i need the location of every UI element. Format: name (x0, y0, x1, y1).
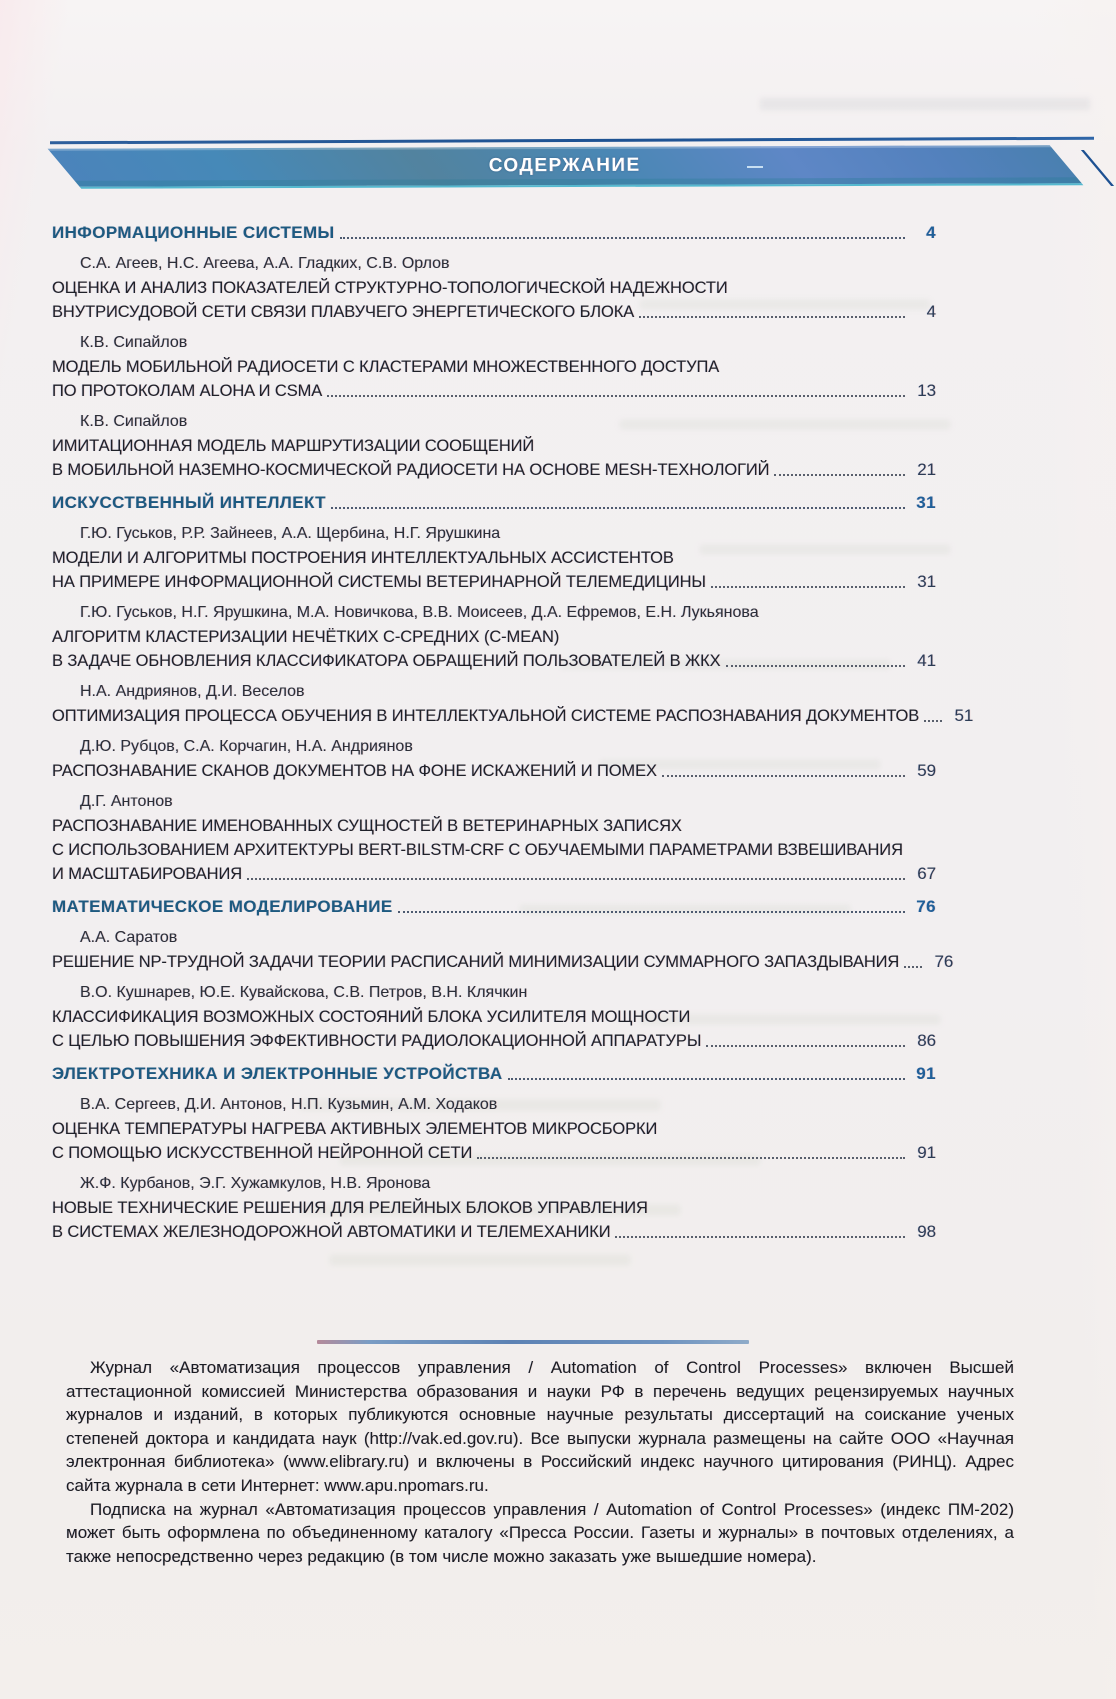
toc-article-title-last-line (52, 300, 936, 324)
toc-article-title-line: С ЦЕЛЬЮ ПОВЫШЕНИЯ ЭФФЕКТИВНОСТИ РАДИОЛОКАЦИОННОЙ АППАРАТУРЫ (52, 1032, 702, 1050)
toc-article-title-last-line (52, 950, 954, 974)
toc-article-title-line: МОДЕЛИ И АЛГОРИТМЫ ПОСТРОЕНИЯ ИНТЕЛЛЕКТУАЛЬНЫХ АССИСТЕНТОВ (52, 549, 674, 567)
toc-article-page: 76 (934, 952, 954, 971)
toc-section (52, 491, 974, 886)
toc-article-page: 67 (917, 864, 936, 883)
dotted-leader (477, 1157, 905, 1159)
table-of-contents (52, 212, 974, 1244)
scan-artifact (760, 98, 1090, 110)
toc-article-page: 21 (917, 460, 936, 479)
toc-article (52, 981, 936, 1053)
toc-section-page: 91 (916, 1064, 936, 1083)
toc-article-authors: В.О. Кушнарев, Ю.Е. Кувайскова, С.В. Петров, В.Н. Клячкин (80, 984, 528, 1001)
toc-article-page: 91 (917, 1143, 936, 1162)
toc-article-page: 86 (917, 1031, 936, 1050)
toc-article-title-line: В МОБИЛЬНОЙ НАЗЕМНО-КОСМИЧЕСКОЙ РАДИОСЕТИ НА ОСНОВЕ MESH-ТЕХНОЛОГИЙ (52, 461, 770, 479)
toc-article-page: 59 (917, 761, 936, 780)
toc-article-title-last-line (52, 1220, 936, 1244)
toc-article-title-line: ОЦЕНКА И АНАЛИЗ ПОКАЗАТЕЛЕЙ СТРУКТУРНО-ТОПОЛОГИЧЕСКОЙ НАДЕЖНОСТИ (52, 279, 728, 297)
toc-section-heading (52, 1062, 936, 1086)
toc-article-title-line: НОВЫЕ ТЕХНИЧЕСКИЕ РЕШЕНИЯ ДЛЯ РЕЛЕЙНЫХ БЛОКОВ УПРАВЛЕНИЯ (52, 1199, 648, 1217)
toc-article-authors: Н.А. Андриянов, Д.И. Веселов (80, 683, 305, 700)
journal-info-paragraph: Журнал «Автоматизация процессов управления / Automation of Control Processes» включен Высшей аттестационной комиссией Министерства образования и науки РФ в перечень ведущих рецензируемых научных журналов и изданий, в которых публикуются основные научные результаты диссертаций на соискание ученых степеней доктора и кандидата наук (http://vak.ed.gov.ru). Все выпуски журнала размещены на сайте ООО «Научная электронная библиотека» (www.elibrary.ru) и включены в Российский индекс научного цитирования (РИНЦ). Адрес сайта журнала в сети Интернет: www.apu.npomars.ru. (66, 1358, 1014, 1495)
toc-article-title-line: В ЗАДАЧЕ ОБНОВЛЕНИЯ КЛАССИФИКАТОРА ОБРАЩЕНИЙ ПОЛЬЗОВАТЕЛЕЙ В ЖКХ (52, 652, 721, 670)
dotted-leader (398, 911, 905, 913)
toc-section-title: ИСКУССТВЕННЫЙ ИНТЕЛЛЕКТ (52, 493, 326, 512)
dotted-leader (662, 775, 905, 777)
banner-dash-artifact (747, 166, 763, 168)
toc-section (52, 1062, 936, 1244)
footer-divider (317, 1340, 749, 1344)
toc-article-page: 4 (926, 302, 936, 321)
dotted-leader (726, 665, 905, 667)
toc-article-page: 51 (954, 706, 974, 725)
dotted-leader (774, 474, 905, 476)
toc-article-authors: Д.Г. Антонов (80, 793, 173, 810)
toc-section-heading (52, 491, 936, 515)
toc-article-authors: Г.Ю. Гуськов, Р.Р. Зайнеев, А.А. Щербина, Н.Г. Ярушкина (80, 525, 501, 542)
toc-article-title-line: ОПТИМИЗАЦИЯ ПРОЦЕССА ОБУЧЕНИЯ В ИНТЕЛЛЕКТУАЛЬНОЙ СИСТЕМЕ РАСПОЗНАВАНИЯ ДОКУМЕНТОВ (52, 707, 920, 725)
toc-article (52, 331, 936, 403)
toc-article (52, 1172, 936, 1244)
toc-article-page: 31 (917, 572, 936, 591)
toc-article-title-last-line (52, 649, 936, 673)
toc-article-title-line: КЛАССИФИКАЦИЯ ВОЗМОЖНЫХ СОСТОЯНИЙ БЛОКА УСИЛИТЕЛЯ МОЩНОСТИ (52, 1008, 691, 1026)
toc-section-title: ИНФОРМАЦИОННЫЕ СИСТЕМЫ (52, 223, 335, 242)
toc-article-authors: А.А. Саратов (80, 929, 178, 946)
dotted-leader (247, 878, 905, 880)
toc-article-authors: Ж.Ф. Курбанов, Э.Г. Хужамкулов, Н.В. Яронова (80, 1175, 431, 1192)
toc-section (52, 895, 954, 1053)
toc-section-heading (52, 221, 936, 245)
toc-article-title-line: АЛГОРИТМ КЛАСТЕРИЗАЦИИ НЕЧЁТКИХ С-СРЕДНИХ (C-MEAN) (52, 628, 560, 646)
dotted-leader (639, 316, 905, 318)
dotted-leader (508, 1078, 905, 1080)
toc-article (52, 735, 936, 783)
toc-article-title-line: ИМИТАЦИОННАЯ МОДЕЛЬ МАРШРУТИЗАЦИИ СООБЩЕНИЙ (52, 437, 535, 455)
toc-article-title-line: МОДЕЛЬ МОБИЛЬНОЙ РАДИОСЕТИ С КЛАСТЕРАМИ МНОЖЕСТВЕННОГО ДОСТУПА (52, 358, 720, 376)
toc-article (52, 926, 954, 974)
toc-article-authors: К.В. Сипайлов (80, 413, 188, 430)
dotted-leader (904, 966, 922, 968)
toc-section-page: 31 (916, 493, 936, 512)
dotted-leader (327, 395, 905, 397)
toc-article-authors: Г.Ю. Гуськов, Н.Г. Ярушкина, М.А. Новичкова, В.В. Моисеев, Д.А. Ефремов, Е.Н. Лукьянова (80, 604, 759, 621)
toc-section (52, 221, 936, 482)
toc-article (52, 601, 936, 673)
toc-article-title-last-line (52, 570, 936, 594)
toc-article-title-line: В СИСТЕМАХ ЖЕЛЕЗНОДОРОЖНОЙ АВТОМАТИКИ И ТЕЛЕМЕХАНИКИ (52, 1223, 611, 1241)
toc-article-page: 13 (917, 381, 936, 400)
toc-article-title-last-line (52, 759, 936, 783)
toc-article-title-line: И МАСШТАБИРОВАНИЯ (52, 865, 243, 883)
toc-article-authors: Д.Ю. Рубцов, С.А. Корчагин, Н.А. Андриянов (80, 738, 413, 755)
toc-article-title-line: РЕШЕНИЕ NP-ТРУДНОЙ ЗАДАЧИ ТЕОРИИ РАСПИСАНИЙ МИНИМИЗАЦИИ СУММАРНОГО ЗАПАЗДЫВАНИЯ (52, 953, 900, 971)
toc-article-title-line: ВНУТРИСУДОВОЙ СЕТИ СВЯЗИ ПЛАВУЧЕГО ЭНЕРГЕТИЧЕСКОГО БЛОКА (52, 303, 635, 321)
toc-article-title-line: РАСПОЗНАВАНИЕ СКАНОВ ДОКУМЕНТОВ НА ФОНЕ ИСКАЖЕНИЙ И ПОМЕХ (52, 762, 657, 780)
toc-article-title-last-line (52, 1141, 936, 1165)
toc-article (52, 790, 936, 886)
toc-section-page: 4 (926, 223, 936, 242)
toc-article-authors: С.А. Агеев, Н.С. Агеева, А.А. Гладких, С.В. Орлов (80, 255, 450, 272)
dotted-leader (924, 720, 942, 722)
toc-article-title-last-line (52, 458, 936, 482)
journal-info (66, 1356, 1014, 1568)
toc-article-authors: К.В. Сипайлов (80, 334, 188, 351)
toc-article (52, 522, 936, 594)
toc-article-title-line: ОЦЕНКА ТЕМПЕРАТУРЫ НАГРЕВА АКТИВНЫХ ЭЛЕМЕНТОВ МИКРОСБОРКИ (52, 1120, 658, 1138)
toc-article-title-line: ПО ПРОТОКОЛАМ ALOHA И CSMA (52, 382, 323, 400)
toc-article-authors: В.А. Сергеев, Д.И. Антонов, Н.П. Кузьмин, А.М. Ходаков (80, 1096, 498, 1113)
toc-article (52, 252, 936, 324)
toc-article-title-line: С ИСПОЛЬЗОВАНИЕМ АРХИТЕКТУРЫ BERT-BILSTM-CRF С ОБУЧАЕМЫМИ ПАРАМЕТРАМИ ВЗВЕШИВАНИЯ (52, 841, 903, 859)
dotted-leader (331, 507, 905, 509)
toc-article-title-last-line (52, 1029, 936, 1053)
banner-top-line (50, 137, 1094, 145)
subscription-paragraph: Подписка на журнал «Автоматизация процессов управления / Automation of Control Processes» (индекс ПМ-202) может быть оформлена по объединенному каталогу «Пресса России. Газеты и журналы» в почтовых отделениях, а также непосредственно через редакцию (в том числе можно заказать уже вышедшие номера). (66, 1499, 1014, 1566)
dotted-leader (340, 237, 905, 239)
toc-article (52, 410, 936, 482)
toc-article-title-last-line (52, 704, 974, 728)
toc-section-title: МАТЕМАТИЧЕСКОЕ МОДЕЛИРОВАНИЕ (52, 897, 393, 916)
toc-article-title-last-line (52, 862, 936, 886)
toc-section-heading (52, 895, 936, 919)
page-title: СОДЕРЖАНИЕ (488, 154, 641, 177)
dotted-leader (711, 586, 905, 588)
toc-article-title-line: С ПОМОЩЬЮ ИСКУССТВЕННОЙ НЕЙРОННОЙ СЕТИ (52, 1144, 473, 1162)
toc-section-page: 76 (916, 897, 936, 916)
toc-article-title-line: РАСПОЗНАВАНИЕ ИМЕНОВАННЫХ СУЩНОСТЕЙ В ВЕТЕРИНАРНЫХ ЗАПИСЯХ (52, 817, 682, 835)
toc-article (52, 680, 974, 728)
scan-artifact (330, 1255, 630, 1265)
toc-article-page: 41 (917, 651, 936, 670)
toc-article-title-last-line (52, 379, 936, 403)
toc-section-title: ЭЛЕКТРОТЕХНИКА И ЭЛЕКТРОННЫЕ УСТРОЙСТВА (52, 1064, 503, 1083)
toc-article-title-line: НА ПРИМЕРЕ ИНФОРМАЦИОННОЙ СИСТЕМЫ ВЕТЕРИНАРНОЙ ТЕЛЕМЕДИЦИНЫ (52, 573, 706, 591)
toc-article (52, 1093, 936, 1165)
toc-article-page: 98 (917, 1222, 936, 1241)
dotted-leader (706, 1045, 905, 1047)
dotted-leader (615, 1236, 905, 1238)
contents-banner (48, 145, 1084, 189)
